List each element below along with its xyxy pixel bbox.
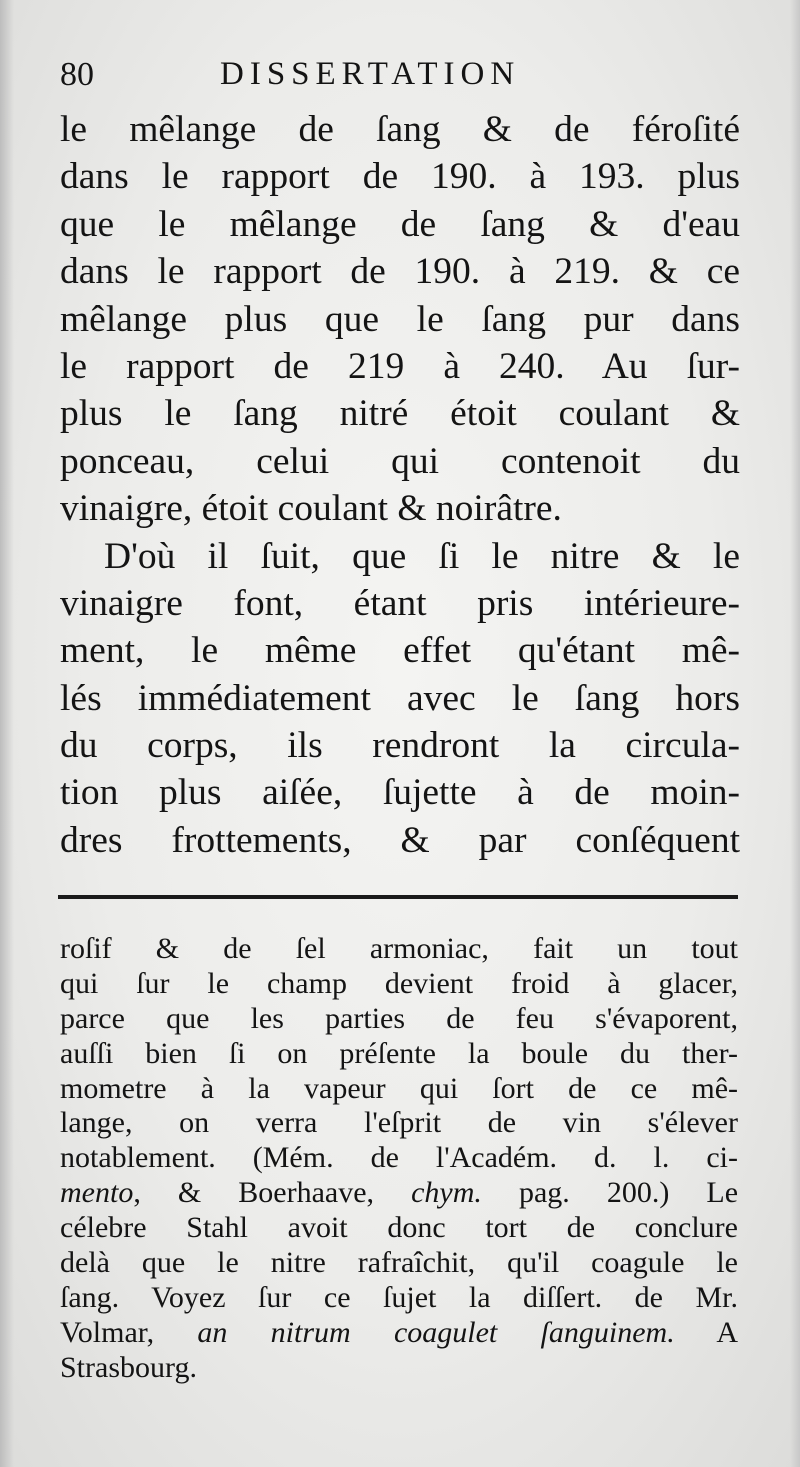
footnote-line: delà que le nitre rafraîchit, qu'il coagule le	[60, 1246, 738, 1280]
text-line: plus le ſang nitré étoit coulant &	[60, 393, 740, 435]
footnote-line: ſang. Voyez ſur ce ſujet la diſſert. de Mr.	[60, 1280, 738, 1314]
footnote-text: A	[716, 1315, 739, 1349]
footnote-text: Volmar,	[60, 1315, 155, 1349]
text-line: le mêlange de ſang & de féroſité	[60, 109, 740, 150]
footnote-line-mixed	[60, 1316, 738, 1351]
footnote	[60, 932, 738, 1386]
text-line: dans le rapport de 190. à 193. plus	[60, 156, 740, 198]
footnote-separator-rule	[58, 895, 738, 899]
footnote-line: lange, on verra l'eſprit de vin s'élever	[60, 1106, 738, 1140]
italic-citation: chym.	[411, 1176, 482, 1210]
footnote-text: pag. 200.) Le	[518, 1176, 739, 1210]
footnote-line: qui ſur le champ devient froid à glacer,	[60, 966, 738, 1000]
footnote-line: roſif & de ſel armoniac, fait un tout	[60, 932, 738, 965]
text-line: vinaigre font, étant pris intérieure-	[60, 582, 740, 624]
footnote-line: mometre à la vapeur qui ſort de ce mê-	[60, 1071, 738, 1105]
text-line: tion plus aiſée, ſujette à de moin-	[60, 772, 740, 814]
footnote-line: notablement. (Mém. de l'Académ. d. l. ci-	[60, 1141, 738, 1175]
text-line: ment, le même effet qu'étant mê-	[60, 630, 740, 672]
text-line: vinaigre, étoit coulant & noirâtre.	[60, 488, 562, 530]
text-line: D'où il ſuit, que ſi le nitre & le	[104, 535, 740, 577]
text-line: lés immédiatement avec le ſang hors	[60, 677, 740, 719]
footnote-line: parce que les parties de feu s'évaporent,	[60, 1001, 738, 1035]
footnote-text: , & Boerhaave,	[133, 1176, 375, 1210]
text-line: que le mêlange de ſang & d'eau	[60, 203, 740, 245]
footnote-line-mixed	[60, 1176, 738, 1211]
text-line: mêlange plus que le ſang pur dans	[60, 298, 740, 340]
page-header	[60, 52, 740, 100]
text-line: dres frottements, & par conſéquent	[60, 819, 740, 861]
italic-citation: mento	[60, 1176, 134, 1210]
main-text	[60, 106, 740, 864]
text-line: ponceau, celui qui contenoit du	[60, 440, 740, 482]
footnote-line: célebre Stahl avoit donc tort de conclure	[60, 1211, 738, 1245]
text-line: le rapport de 219 à 240. Au ſur-	[60, 345, 740, 387]
text-line: dans le rapport de 190. à 219. & ce	[60, 251, 740, 293]
italic-title: an nitrum coagulet ſanguinem.	[197, 1315, 675, 1349]
running-head: DISSERTATION	[220, 56, 521, 92]
page-number: 80	[60, 56, 94, 93]
footnote-line: Strasbourg.	[60, 1350, 197, 1384]
text-line: du corps, ils rendront la circula-	[60, 725, 740, 767]
footnote-line: auſſi bien ſi on préſente la boule du ther-	[60, 1036, 738, 1070]
